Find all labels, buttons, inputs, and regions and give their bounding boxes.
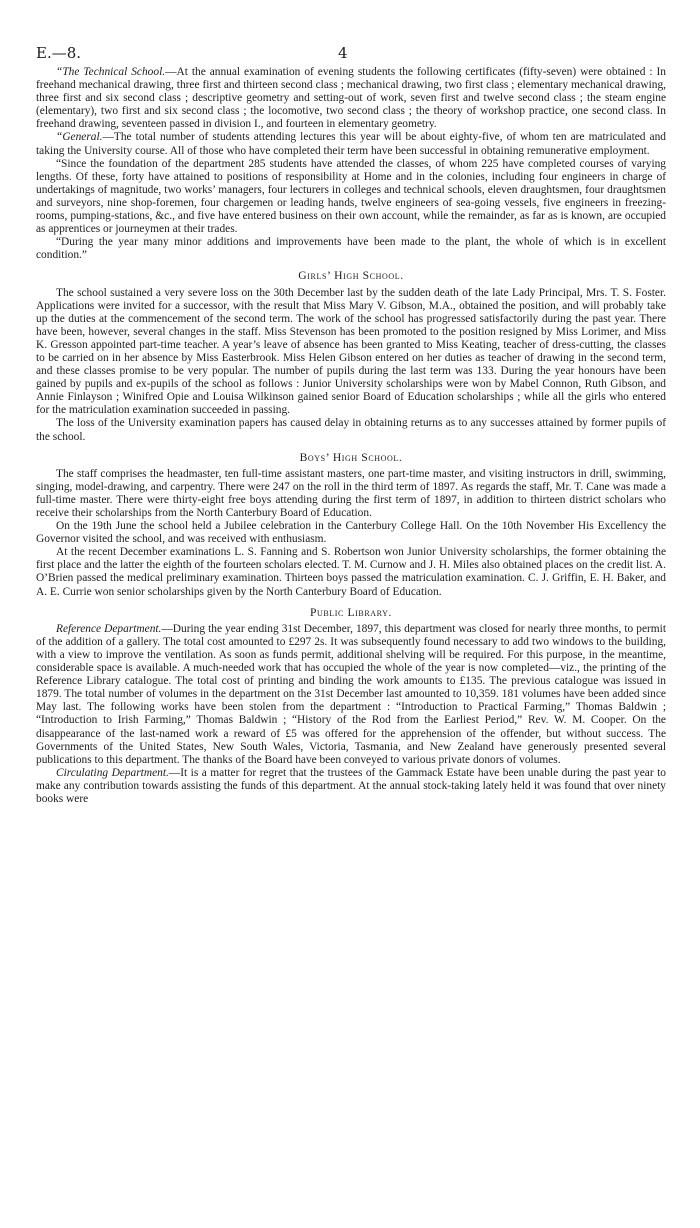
paragraph-lead: “General. [56, 131, 103, 144]
paragraph-text: —It is a matter for regret that the trustees of the Gammack Estate have been unable during the past year to make any contribution towards assisting the funds of this department. At the annual stock-taking lately held it was found that over ninety books were [36, 766, 666, 805]
paragraph: The loss of the University examination papers has caused delay in obtaining returns as to any successes attained by former pupils of the school. [36, 417, 666, 443]
page-number: 4 [338, 44, 348, 62]
technical-school-section [36, 66, 666, 262]
paragraph: “Since the foundation of the department 285 students have attended the classes, of whom 225 have completed courses of varying lengths. Of these, forty have attained to positions of responsibility at Home and in the colonies, including four engineers in charge of undertakings of magnitude, two works’ managers, four lecturers in colleges and technical schools, eleven draughtsmen, four draughtsmen and surveyors, nine shop-foremen, four chargemen or leading hands, twelve engineers of sea-going vessels, five engineers in freezing-rooms, pumping-stations, &c., and five have entered business on their own account, while the remainder, as far as is known, are occupied as apprentices or journeymen at their trades. [36, 157, 666, 236]
document-body [36, 66, 666, 806]
paragraph: The staff comprises the headmaster, ten full-time assistant masters, one part-time master, and visiting instructors in drill, swimming, singing, model-drawing, and carpentry. There were 247 on the roll in the third term of 1897. As regards the staff, Mr. T. Cane was made a full-time master. There were thirty-eight free boys attending during the first term of 1897, in addition to thirteen district scholars who receive their scholarships from the North Canterbury Board of Education. [36, 467, 666, 519]
section-heading: Public Library. [309, 605, 393, 619]
girls-high-school-section [36, 269, 666, 443]
section-heading: Boys’ High School. [299, 450, 403, 464]
paragraph: On the 19th June the school held a Jubilee celebration in the Canterbury College Hall. On the 10th November His Excellency the Governor visited the school, and was received with enthusiasm. [36, 520, 666, 546]
paragraph [36, 66, 666, 131]
paragraph [36, 131, 666, 157]
page-header [36, 44, 666, 66]
paragraph-lead: Circulating Department. [56, 766, 169, 779]
paragraph-lead: “The Technical School. [56, 66, 166, 78]
paragraph: “During the year many minor additions and improvements have been made to the plant, the whole of which is in excellent condition.” [36, 236, 666, 262]
boys-high-school-section [36, 451, 666, 599]
document-reference: E.—8. [36, 44, 82, 62]
paragraph: At the recent December examinations L. S. Fanning and S. Robertson won Junior University scholarships, the former obtaining the first place and the latter the eighth of the fourteen scholars elected. T. M. Curnow and J. H. Miles also obtained places on the credit list. A. O’Brien passed the medical preliminary examination. Thirteen boys passed the matriculation examination. C. J. Griffin, E. H. Baker, and A. E. Currie won senior scholarships given by the North Canterbury Board of Education. [36, 546, 666, 598]
public-library-section [36, 606, 666, 806]
paragraph-text: —At the annual examination of evening students the following certificates (fifty-seven) were obtained : In freehand mechanical drawing, three first and thirteen second class ; mechanical drawing, two first class ; elementary mechanical drawing, three first and six second class ; descriptive geometry and setting-out of work, seven first and twelve second class ; the steam engine (elementary), two first and six second class ; the locomotive, two second class ; the theory of workshop practice, one second class. In freehand drawing, seventeen passed in division I., and fourteen in elementary geometry. [36, 66, 666, 131]
paragraph [36, 767, 666, 806]
section-heading: Girls’ High School. [298, 269, 404, 283]
paragraph-text: —The total number of students attending lectures this year will be about eighty-five, of whom ten are matriculated and taking the University course. All of those who have completed their term have been successful in obtaining remunerative employment. [36, 131, 666, 157]
paragraph [36, 623, 666, 767]
paragraph-lead: Reference Department. [56, 622, 162, 635]
paragraph-text: —During the year ending 31st December, 1897, this department was closed for nearly three months, to permit of the addition of a gallery. The total cost amounted to £297 2s. It was subsequently found necessary to add two windows to the building, with a view to improve the ventilation. As soon as funds permit, additional shelving will be required. For this purpose, in the meantime, considerable space is available. A much-needed work that has occupied the whole of the year is now completed—viz., the printing of the Reference Library catalogue. The total cost of printing and binding the work amounts to £135. The previous catalogue was issued in 1879. The total number of volumes in the department on the 31st December last amounted to 10,359. 181 volumes have been added since May last. The following works have been stolen from the department : “Introduction to Practical Farming,” Thomas Baldwin ; “Introduction to Irish Farming,” Thomas Baldwin ; “History of the Rod from the Earliest Period,” Rev. W. M. Cooper. On the disappearance of the last-named work a reward of £5 was offered for the apprehension of the offender, but without success. The Governments of the United States, New South Wales, Victoria, Tasmania, and New Zealand have generously presented several publications to this department. The thanks of the Board have been conveyed to various private donors of volumes. [36, 622, 666, 766]
paragraph: The school sustained a very severe loss on the 30th December last by the sudden death of the late Lady Principal, Mrs. T. S. Foster. Applications were invited for a successor, with the result that Miss Mary V. Gibson, M.A., obtained the position, and will probably take up the duties at the commencement of the second term. The work of the school has progressed satisfactorily during the past year. There have been, however, several changes in the staff. Miss Stevenson has been promoted to the position resigned by Miss Lorimer, and Miss K. Gresson appointed part-time teacher. A year’s leave of absence has been granted to Miss Keating, teacher of dress-cutting, the classes to be carried on in her absence by Miss Easterbrook. Miss Helen Gibson entered on her duties as teacher of drawing in the second term, and these classes promise to be very popular. The number of pupils during the last term was 133. During the year honours have been gained by pupils and ex-pupils of the school as follows : Junior University scholarships were won by Mabel Connon, Ruth Gibson, and Annie Finlayson ; Winifred Opie and Louisa Wilkinson gained senior Board of Education scholarships ; while all the girls who entered for the matriculation examination succeeded in passing. [36, 286, 666, 417]
